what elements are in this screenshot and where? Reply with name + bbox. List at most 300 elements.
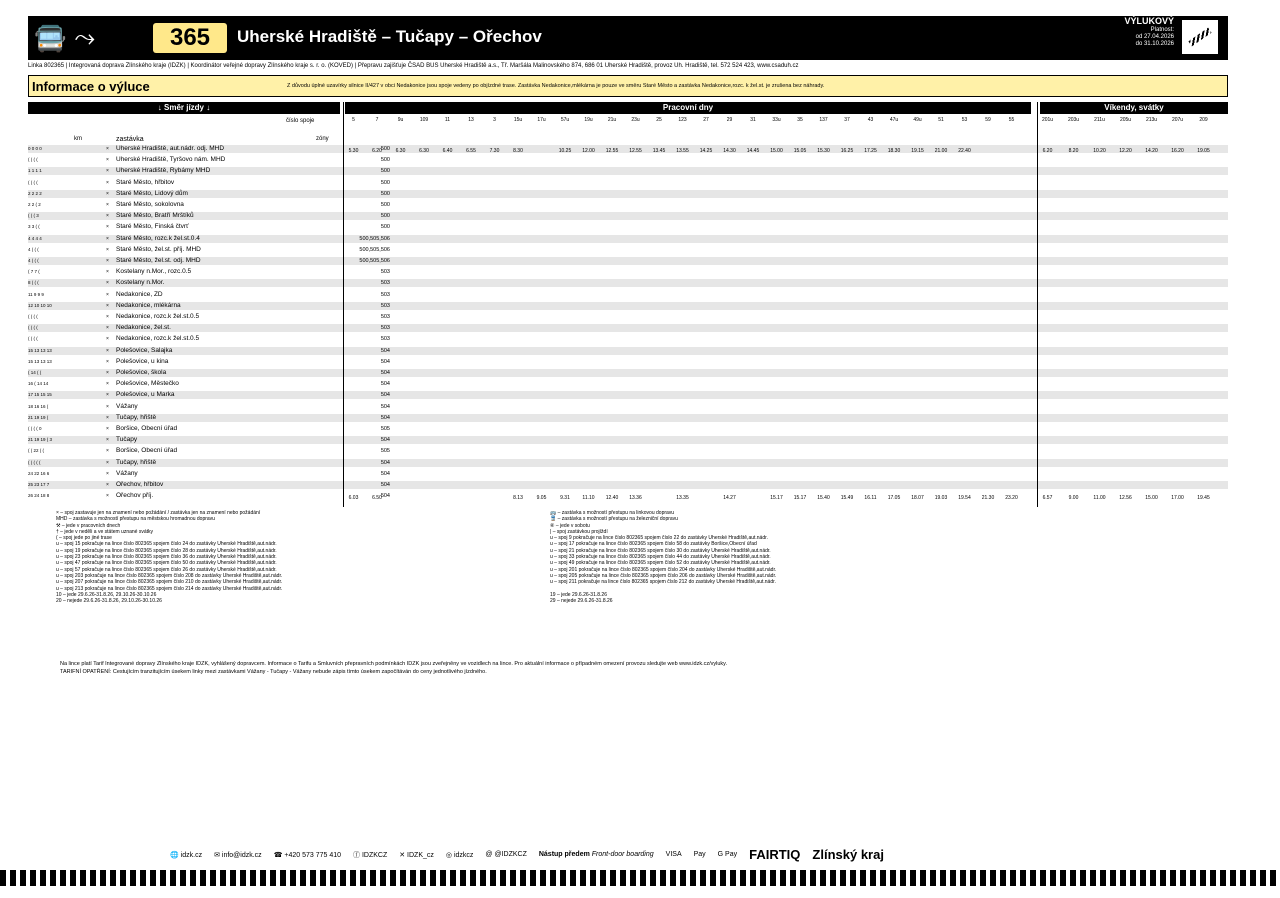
zone-value: 504 bbox=[380, 470, 390, 477]
request-stop-symbol: × bbox=[106, 482, 109, 488]
km-value: 24 22 16 6 bbox=[28, 470, 50, 476]
legend-item: ⚒ – jede v pracovních dnech bbox=[56, 522, 121, 529]
departure-time: 19.54 bbox=[958, 495, 971, 502]
departure-time: 12.20 bbox=[1119, 148, 1132, 154]
legend-item: u – spoj 49 pokračuje na lince číslo 802365 spojem číslo 52 do zastávky Uherské Hradiště,aut.nádr. bbox=[550, 560, 771, 567]
departure-time: 19.03 bbox=[934, 495, 948, 502]
request-stop-symbol: × bbox=[106, 392, 109, 399]
departure-time: 17.00 bbox=[1171, 495, 1184, 502]
legend-item: u – spoj 205 pokračuje na lince číslo 802365 spojem číslo 206 do zastávky Uherské Hradiště,aut.nádr. bbox=[550, 572, 777, 579]
stop-name: Tučapy bbox=[116, 436, 138, 444]
column-number: 21u bbox=[607, 117, 617, 123]
zone-value: 504 bbox=[380, 437, 390, 444]
threads-link[interactable]: @ @IDZKCZ bbox=[485, 851, 527, 858]
column-number: 59 bbox=[985, 117, 991, 123]
legend-item: u – spoj 57 pokračuje na lince číslo 802365 spojem číslo 26 do zastávky Uherské Hradiště,aut.nádr. bbox=[56, 566, 277, 573]
workdays-header: Pracovní dny bbox=[345, 102, 1031, 114]
column-number: 55 bbox=[1008, 117, 1015, 123]
km-value: 11 9 9 9 bbox=[28, 291, 44, 297]
zone-value: 500 bbox=[380, 213, 390, 220]
request-stop-symbol: × bbox=[106, 437, 109, 444]
legend-item: 20 – nejede 29.6.26-31.8.26, 29.10.26-30.10.26 bbox=[56, 598, 162, 605]
km-value: ( ( ( ( bbox=[28, 325, 38, 331]
validity-from: od 27.04.2026 bbox=[1135, 34, 1174, 40]
departure-time: 6.30 bbox=[419, 148, 429, 154]
zone-value: 500 bbox=[380, 168, 390, 175]
legend-item: u – spoj 213 pokračuje na lince číslo 802365 spojem číslo 214 do zastávky Uherské Hradiště,aut.nádr. bbox=[56, 585, 283, 592]
km-value: 15 13 13 13 bbox=[28, 347, 52, 353]
km-value: 4 ( ( ( bbox=[28, 258, 39, 263]
request-stop-symbol: × bbox=[106, 202, 109, 208]
departure-time: 17.05 bbox=[887, 495, 901, 502]
column-number: 5 bbox=[352, 117, 355, 123]
km-value: ( ( ( ( ( bbox=[28, 459, 41, 465]
header-icons bbox=[34, 22, 95, 54]
stop-name: Uherské Hradiště, Tyršovo nám. MHD bbox=[116, 156, 226, 164]
tariff-line: Na lince platí Tarif Integrované dopravy Zlínského kraje IDZK, vyhlášený dopravcem. Informace o Tarifu a Smluvních přepravních podmínkách IDZK jsou zveřejněny ve vozidlech na lince. Pro aktuální informace o případném omezení provozu sledujte web www.idzk.cz/vyluky. bbox=[60, 661, 728, 667]
request-stop-symbol: × bbox=[106, 157, 109, 164]
zone-value: 504 bbox=[380, 493, 390, 500]
route-title: Uherské Hradiště – Tučapy – Ořechov bbox=[237, 27, 542, 46]
stop-name: Ořechov příj. bbox=[116, 492, 154, 500]
km-value: 4 ( ( ( bbox=[28, 246, 39, 252]
zone-value: 504 bbox=[380, 414, 390, 421]
column-number: 211u bbox=[1094, 117, 1105, 123]
departure-time: 13.55 bbox=[676, 148, 689, 154]
stop-name: Uherské Hradiště, Rybámy MHD bbox=[116, 167, 211, 175]
column-number: 19u bbox=[584, 117, 593, 123]
column-number: 31 bbox=[750, 117, 756, 123]
departure-time: 11.10 bbox=[582, 495, 595, 502]
km-value: 16 ( 14 14 bbox=[28, 381, 49, 387]
legend-item: u – spoj 23 pokračuje na lince číslo 802365 spojem číslo 36 do zastávky Uherské Hradiště,aut.nádr. bbox=[56, 554, 277, 561]
legend-item: u – spoj 203 pokračuje na lince číslo 802365 spojem číslo 208 do zastávky Uherské Hradiště,aut.nádr. bbox=[56, 572, 283, 579]
request-stop-symbol: × bbox=[106, 370, 109, 376]
validity-label: Platnost: bbox=[1150, 27, 1174, 33]
zone-value: 503 bbox=[380, 314, 390, 320]
stop-name: Tučapy, hřiště bbox=[116, 458, 157, 466]
departure-time: 15.40 bbox=[817, 495, 830, 502]
legend-item: † – jede v neděli a ve státem uznané svátky bbox=[56, 528, 154, 535]
boarding-info: Nástup předem Front-door boarding bbox=[538, 851, 654, 858]
legend-item: 🚆 – zastávka s možností přestupu na železniční dopravu bbox=[550, 516, 678, 523]
departure-time: 6.55 bbox=[466, 148, 476, 154]
legend-item: × – spoj zastavuje jen na znamení nebo požádání / zastávka jen na znamení nebo požádání bbox=[56, 510, 261, 516]
km-value: ( ( 22 ( ( bbox=[28, 448, 45, 454]
km-value: 8 ( ( ( bbox=[28, 280, 39, 286]
legend-item: MHD – zastávka s možností přestupu na městskou hromadnou dopravu bbox=[56, 516, 215, 523]
phone-link[interactable]: ☎ +420 573 775 410 bbox=[273, 851, 341, 859]
validity-to: do 31.10.2026 bbox=[1135, 41, 1174, 47]
stop-name: Uherské Hradiště, aut.nádr. odj. MHD bbox=[116, 145, 225, 152]
request-stop-symbol: × bbox=[106, 493, 109, 500]
departure-time: 15.05 bbox=[793, 148, 807, 154]
column-number: 27 bbox=[703, 117, 709, 123]
stop-name: Kostelany n.Mor. bbox=[116, 279, 165, 287]
column-number: 47u bbox=[889, 117, 899, 123]
departure-time: 6.30 bbox=[395, 148, 406, 154]
request-stop-symbol: × bbox=[106, 224, 109, 231]
column-number: 25 bbox=[656, 117, 662, 123]
km-value: 26 24 18 8 bbox=[28, 493, 50, 499]
request-stop-symbol: × bbox=[106, 403, 109, 410]
departure-time: 19.45 bbox=[1197, 495, 1210, 502]
departure-time: 6.40 bbox=[442, 148, 453, 154]
column-number: 3 bbox=[493, 117, 496, 123]
departure-time: 15.17 bbox=[793, 495, 807, 502]
column-number: 109 bbox=[419, 117, 429, 123]
stop-name: Nedakonice, rozc.k žel.st.0.5 bbox=[116, 313, 200, 320]
km-value: ( ( ( ( bbox=[28, 336, 38, 342]
departure-time: 7.30 bbox=[489, 148, 500, 154]
column-number: 201u bbox=[1041, 117, 1054, 123]
km-value: 2 2 ( 2 bbox=[28, 202, 41, 207]
zone-value: 500 bbox=[380, 179, 390, 186]
departure-time: 22.40 bbox=[958, 148, 971, 154]
zone-value: 500 bbox=[380, 190, 390, 197]
stop-name: Kostelany n.Mor., rozc.0.5 bbox=[116, 268, 192, 276]
legend-item: | – spoj zastávkou projíždí bbox=[550, 528, 608, 535]
departure-time: 19.15 bbox=[911, 148, 924, 154]
departure-time: 12.55 bbox=[605, 148, 619, 154]
departure-time: 12.40 bbox=[605, 495, 619, 502]
km-value: 17 15 15 15 bbox=[28, 392, 52, 398]
kraj-logo: Zlínský kraj bbox=[812, 847, 884, 862]
notice-text: Z důvodu úplné uzavírky silnice II/427 v obci Nedakonice jsou spoje vedeny po objízdné trase. Zastávka Nedakonice,mlékárna je pouze ve směru Staré Město a zastávka Nedakonice,rozc. k žel.st. je zrušena bez náhrady. bbox=[287, 83, 825, 89]
request-stop-symbol: × bbox=[106, 358, 109, 365]
request-stop-symbol: × bbox=[106, 168, 109, 175]
zone-value: 503 bbox=[380, 291, 390, 298]
zone-value: 504 bbox=[380, 381, 390, 388]
request-stop-symbol: × bbox=[106, 336, 109, 343]
km-value: ( ( ( ( bbox=[28, 314, 38, 319]
zone-value: 500 bbox=[380, 146, 390, 152]
zone-value: 504 bbox=[380, 392, 390, 399]
pay-google: G Pay bbox=[717, 851, 738, 858]
closure-icon bbox=[1182, 20, 1218, 54]
stop-name: Staré Město, sokolovna bbox=[116, 201, 184, 208]
departure-time: 9.31 bbox=[560, 495, 570, 502]
column-number: 29 bbox=[726, 117, 733, 123]
km-value: ( 7 7 ( bbox=[28, 269, 40, 275]
legend-right bbox=[550, 510, 776, 604]
web-link[interactable]: 🌐 idzk.cz bbox=[170, 851, 203, 859]
stop-name: Polešovice, škola bbox=[116, 369, 167, 376]
legend-item: u – spoj 19 pokračuje na lince číslo 802365 spojem číslo 28 do zastávky Uherské Hradiště,aut.nádr. bbox=[56, 547, 277, 554]
departure-time: 16.25 bbox=[840, 148, 854, 154]
x-link[interactable]: ✕ IDZK_cz bbox=[399, 851, 434, 859]
request-stop-symbol: × bbox=[106, 246, 109, 253]
legend-item: 19 – jede 29.6.26-31.8.26 bbox=[550, 591, 607, 598]
fairtiq-logo: FAIRTIQ bbox=[749, 847, 801, 862]
departure-time: 13.35 bbox=[676, 495, 689, 502]
km-label: km bbox=[74, 136, 82, 142]
tariff-info bbox=[60, 660, 727, 676]
stop-name: Staré Město, hřbitov bbox=[116, 178, 175, 186]
stop-name: Polešovice, u kina bbox=[116, 357, 169, 365]
column-number: 11 bbox=[444, 117, 451, 123]
request-stop-symbol: × bbox=[106, 235, 109, 242]
stop-name: Staré Město, rozc.k žel.st.0.4 bbox=[116, 234, 200, 242]
legend-item: 29 – nejede 29.6.26-31.8.26 bbox=[550, 598, 613, 605]
stop-name: Staré Město, Bratří Mrštíků bbox=[116, 212, 194, 220]
request-stop-symbol: × bbox=[106, 258, 109, 264]
detour-icon: ⤳ bbox=[74, 22, 96, 52]
request-stop-symbol: × bbox=[106, 190, 109, 197]
pay-visa: VISA bbox=[665, 851, 682, 858]
legend-item: 10 – jede 29.6.26-31.8.26, 29.10.26-30.10.26 bbox=[56, 591, 157, 598]
facebook-link[interactable]: ⓕ IDZKCZ bbox=[353, 851, 388, 859]
departure-time: 21.00 bbox=[934, 148, 948, 154]
zone-value: 500,505,506 bbox=[359, 246, 390, 253]
bottom-band bbox=[0, 870, 1280, 886]
km-value: ( ( ( ( 0 bbox=[28, 426, 42, 431]
notice-box bbox=[28, 75, 1228, 97]
km-value: 25 23 17 7 bbox=[28, 482, 50, 487]
departure-time: 14.27 bbox=[723, 495, 736, 502]
departure-time: 13.45 bbox=[652, 148, 666, 154]
legend-item: u – spoj 201 pokračuje na lince číslo 802365 spojem číslo 204 do zastávky Uherské Hradiště,aut.nádr. bbox=[550, 566, 777, 573]
zone-value: 504 bbox=[380, 459, 390, 466]
zone-value: 504 bbox=[380, 347, 390, 354]
zone-value: 500 bbox=[380, 157, 390, 164]
request-stop-symbol: × bbox=[106, 426, 109, 432]
departure-time: 21.30 bbox=[981, 495, 995, 502]
column-number: 43 bbox=[867, 117, 874, 123]
km-value: 15 13 13 13 bbox=[28, 358, 52, 364]
request-stop-symbol: × bbox=[106, 302, 109, 309]
request-stop-symbol: × bbox=[106, 414, 109, 421]
legend-item: u – spoj 211 pokračuje na lince číslo 802365 spojem číslo 212 do zastávky Uherské Hradiště,aut.nádr. bbox=[550, 579, 776, 586]
km-value: 21 19 19 ( bbox=[28, 414, 49, 420]
request-stop-symbol: × bbox=[106, 269, 109, 276]
legend-item: u – spoj 33 pokračuje na lince číslo 802365 spojem číslo 44 do zastávky Uherské Hradiště,aut.nádr. bbox=[550, 554, 771, 561]
departure-time: 6.03 bbox=[348, 495, 359, 502]
request-stop-symbol: × bbox=[106, 459, 109, 466]
departure-time: 15.49 bbox=[840, 495, 854, 502]
departure-time: 8.30 bbox=[513, 148, 523, 154]
stop-name: Staré Město, žel.st. odj. MHD bbox=[116, 257, 201, 264]
departure-time: 18.07 bbox=[911, 495, 924, 502]
request-stop-symbol: × bbox=[106, 347, 109, 354]
column-number: 207u bbox=[1171, 117, 1184, 123]
request-stop-symbol: × bbox=[106, 314, 109, 320]
departure-time: 13.36 bbox=[629, 495, 642, 502]
column-number: 15u bbox=[513, 117, 523, 123]
request-stop-symbol: × bbox=[106, 325, 109, 332]
legend-item: u – spoj 21 pokračuje na lince číslo 802365 spojem číslo 30 do zastávky Uherské Hradiště,aut.nádr. bbox=[550, 547, 771, 554]
km-value: 1 1 1 1 bbox=[28, 168, 42, 174]
line-number: 365 bbox=[153, 23, 227, 53]
legend-left bbox=[56, 510, 282, 604]
legend-item: u – spoj 207 pokračuje na lince číslo 802365 spojem číslo 210 do zastávky Uherské Hradiště,aut.nádr. bbox=[56, 579, 283, 586]
stop-name: Staré Město, Finská čtvrť bbox=[116, 223, 189, 231]
departure-time: 10.25 bbox=[558, 148, 572, 154]
notice-title: Informace o výluce bbox=[32, 79, 150, 94]
stop-name: Polešovice, Městečko bbox=[116, 380, 179, 388]
stop-name: Polešovice, u Marka bbox=[116, 391, 175, 399]
km-value: ( 14 ( ( bbox=[28, 370, 42, 375]
departure-time: 10.20 bbox=[1093, 148, 1106, 154]
email-link[interactable]: ✉ info@idzk.cz bbox=[214, 851, 262, 859]
stop-name: Vážany bbox=[116, 469, 138, 477]
legend-item: u – spoj 9 pokračuje na lince číslo 802365 spojem číslo 22 do zastávky Uherské Hradiště,aut.nádr. bbox=[550, 535, 768, 542]
column-number: 23u bbox=[631, 117, 640, 123]
departure-time: 14.20 bbox=[1145, 148, 1158, 154]
column-number: 9u bbox=[397, 117, 404, 123]
column-number: 7 bbox=[375, 117, 379, 123]
km-value: ( ( ( 3 bbox=[28, 213, 39, 219]
departure-time: 6.20 bbox=[1042, 148, 1053, 154]
zone-value: 503 bbox=[380, 336, 390, 343]
departure-time: 15.00 bbox=[1145, 495, 1158, 502]
departure-time: 15.00 bbox=[770, 148, 783, 154]
request-stop-symbol: × bbox=[106, 381, 109, 388]
stop-name: Nedakonice, mlékárna bbox=[116, 301, 181, 309]
legend-item: ⑥ – jede v sobotu bbox=[550, 522, 590, 529]
departure-time: 18.30 bbox=[887, 148, 901, 154]
stop-name: Tučapy, hřiště bbox=[116, 413, 157, 421]
zone-value: 500 bbox=[380, 202, 390, 208]
departure-time: 19.05 bbox=[1197, 148, 1210, 154]
legend-item: u – spoj 17 pokračuje na lince číslo 802365 spojem číslo 58 do zastávky Boršice,Obecní úřad bbox=[550, 541, 757, 548]
weekend-column-numbers bbox=[1040, 117, 1228, 135]
divider-line bbox=[343, 102, 344, 507]
column-number: 35 bbox=[797, 117, 803, 123]
column-number: 203u bbox=[1067, 117, 1080, 123]
departure-time: 5.30 bbox=[348, 148, 359, 154]
departure-time: 14.45 bbox=[746, 148, 760, 154]
zone-value: 503 bbox=[380, 269, 390, 276]
column-number: 209 bbox=[1199, 117, 1208, 123]
departure-time: 16.20 bbox=[1171, 148, 1184, 154]
departure-time: 8.20 bbox=[1068, 148, 1079, 154]
departure-time: 12.56 bbox=[1119, 495, 1132, 502]
departure-time: 15.30 bbox=[817, 148, 830, 154]
stop-name: Nedakonice, rozc.k žel.st.0.5 bbox=[116, 335, 200, 343]
legend-item: 🚌 – zastávka s možností přestupu na linkovou dopravu bbox=[550, 510, 675, 516]
legend-item: u – spoj 47 pokračuje na lince číslo 802365 spojem číslo 50 do zastávky Uherské Hradiště,aut.nádr. bbox=[56, 560, 277, 567]
stop-name: Nedakonice, žel.st. bbox=[116, 324, 171, 332]
departure-time: 15.17 bbox=[770, 495, 783, 502]
workday-column-numbers bbox=[346, 117, 1034, 135]
km-value: ( ( ( ( bbox=[28, 179, 38, 185]
column-number: 53 bbox=[961, 117, 968, 123]
direction-header: ↓ Směr jízdy ↓ bbox=[28, 102, 340, 114]
connection-number-label: číslo spoje bbox=[286, 118, 315, 124]
column-number: 13 bbox=[468, 117, 474, 123]
zone-value: 500,505,506 bbox=[359, 258, 390, 264]
departure-time: 8.13 bbox=[513, 495, 523, 502]
stop-label: zastávka bbox=[116, 136, 144, 143]
info-line: Linka 802365 | Integrovaná doprava Zlínského kraje (IDZK) | Koordinátor veřejné dopravy Zlínského kraje s. r. o. (KOVED) | Přepravu zajišťuje ČSAD BUS Uherské Hradiště a.s., Tř. Maršála Malinovského 874, 686 01 Uherské Hradiště, provoz Uh. Hradiště, tel. 572 524 423, www.csaduh.cz bbox=[28, 63, 799, 69]
km-value: 3 3 ( ( bbox=[28, 224, 40, 230]
departure-time: 6.20 bbox=[372, 148, 382, 154]
departure-time: 9.05 bbox=[536, 495, 547, 502]
column-number: 57u bbox=[560, 117, 570, 123]
km-value: 4 4 4 4 bbox=[28, 235, 42, 241]
km-value: 21 19 19 ( 3 bbox=[28, 437, 53, 443]
departure-time: 12.00 bbox=[582, 148, 595, 154]
column-number: 137 bbox=[819, 117, 828, 123]
divider-line bbox=[1037, 102, 1038, 507]
notice-badge-title: VÝLUKOVÝ bbox=[1124, 16, 1174, 26]
request-stop-symbol: × bbox=[106, 470, 109, 477]
departure-time: 14.30 bbox=[723, 148, 736, 154]
pay-apple: Pay bbox=[693, 851, 706, 858]
column-number: 33u bbox=[772, 117, 781, 123]
zone-value: 500 bbox=[380, 224, 390, 231]
column-number: 123 bbox=[678, 117, 687, 123]
departure-time: 17.25 bbox=[864, 148, 877, 154]
stop-name: Boršice, Obecní úřad bbox=[116, 425, 178, 432]
departure-time: 11.00 bbox=[1093, 495, 1106, 502]
stop-name: Ořechov, hřbitov bbox=[116, 481, 164, 488]
footer bbox=[170, 847, 884, 862]
legend-item: u – spoj 15 pokračuje na lince číslo 802365 spojem číslo 24 do zastávky Uherské Hradiště,aut.nádr. bbox=[56, 541, 277, 548]
departure-time: 6.57 bbox=[1042, 495, 1053, 502]
column-number: 49u bbox=[913, 117, 922, 123]
zone-value: 505 bbox=[380, 448, 390, 455]
column-number: 17u bbox=[537, 117, 546, 123]
request-stop-symbol: × bbox=[106, 448, 109, 455]
request-stop-symbol: × bbox=[106, 280, 109, 287]
departure-time: 14.25 bbox=[699, 148, 713, 154]
zone-value: 505 bbox=[380, 426, 390, 432]
zone-value: 503 bbox=[380, 325, 390, 332]
zone-value: 504 bbox=[380, 358, 390, 365]
stop-name: Nedakonice, ZD bbox=[116, 290, 163, 298]
km-value: 0 0 0 0 bbox=[28, 146, 42, 151]
departure-time: 16.11 bbox=[864, 495, 877, 502]
tariff-line: TARIFNÍ OPATŘENÍ: Cestujícím tranzitujícím úsekem linky mezi zastávkami Vážany - Tučapy - Vážany nebude zápis tímto úsekem započítáván do ceny jednotlivého jízdného. bbox=[60, 669, 487, 675]
departure-time: 9.00 bbox=[1068, 495, 1079, 502]
column-number: 37 bbox=[844, 117, 850, 123]
workday-times bbox=[346, 147, 1034, 507]
zone-value: 504 bbox=[380, 370, 390, 376]
column-number: 213u bbox=[1145, 117, 1158, 123]
bus-icon: 🚍 bbox=[34, 22, 67, 53]
request-stop-symbol: × bbox=[106, 213, 109, 220]
zone-value: 503 bbox=[380, 302, 390, 309]
request-stop-symbol: × bbox=[106, 291, 109, 298]
zones-label: zóny bbox=[316, 136, 329, 142]
column-number: 51 bbox=[938, 117, 944, 123]
stop-name: Staré Město, žel.st. příj. MHD bbox=[116, 245, 201, 253]
km-value: 12 10 10 10 bbox=[28, 302, 52, 308]
departure-time: 6.50 bbox=[372, 495, 382, 502]
km-value: 18 16 16 ( bbox=[28, 403, 49, 409]
instagram-link[interactable]: ◎ idzkcz bbox=[445, 851, 474, 859]
stop-name: Polešovice, Salajka bbox=[116, 346, 173, 354]
validity-block bbox=[1120, 18, 1174, 48]
departure-time: 23.20 bbox=[1005, 495, 1018, 502]
column-number: 205u bbox=[1119, 117, 1132, 123]
request-stop-symbol: × bbox=[106, 146, 109, 152]
departure-time: 12.55 bbox=[629, 148, 642, 154]
zone-value: 504 bbox=[380, 403, 390, 410]
km-value: ( ( ( ( bbox=[28, 157, 38, 163]
km-value: 2 2 2 2 bbox=[28, 190, 42, 196]
request-stop-symbol: × bbox=[106, 179, 109, 186]
zone-value: 504 bbox=[380, 482, 390, 488]
stop-name: Vážany bbox=[116, 402, 138, 410]
stop-name: Boršice, Obecní úřad bbox=[116, 447, 178, 455]
stop-name: Staré Město, Lidový dům bbox=[116, 189, 188, 197]
weekend-times bbox=[1040, 147, 1228, 507]
zone-value: 503 bbox=[380, 280, 390, 287]
weekends-header: Víkendy, svátky bbox=[1040, 102, 1228, 114]
